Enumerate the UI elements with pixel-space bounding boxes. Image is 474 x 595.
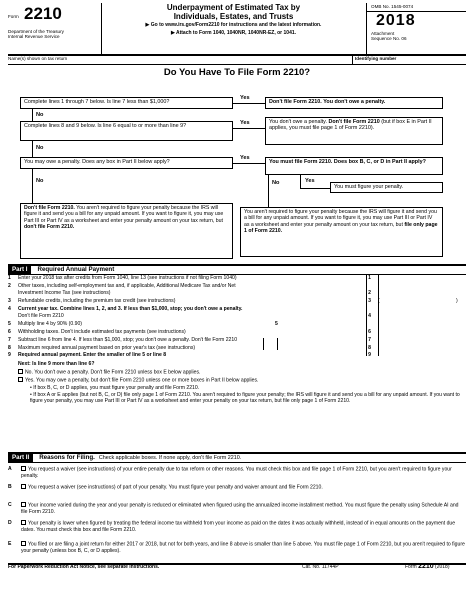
bullet-1-text: • If box B, C, or D applies, you must figure your penalty and file Form 2210. bbox=[30, 385, 200, 391]
box-d-key: D bbox=[8, 520, 12, 526]
figure-penalty-text: You must figure your penalty. bbox=[334, 184, 404, 190]
line-7-text: Subtract line 6 from line 4. If less than $1,000, stop; you don't owe a penalty. Don't file Form 2210 bbox=[18, 337, 238, 343]
option-no-checkbox[interactable] bbox=[18, 369, 23, 374]
cat-number: Cat. No. 11744P bbox=[302, 564, 339, 570]
tax-year: 2018 bbox=[376, 12, 416, 29]
next-question-text: Next: Is line 9 more than line 6? bbox=[18, 361, 95, 367]
question-1-text: Complete lines 1 through 7 below. Is line 7 less than $1,000? bbox=[24, 99, 170, 105]
title-line-1: Underpayment of Estimated Tax by bbox=[166, 3, 301, 12]
file-page1-result-box bbox=[240, 207, 443, 257]
id-label: Identifying number bbox=[355, 56, 397, 61]
part-2-title: Reasons for Filing. bbox=[39, 454, 95, 461]
dont-file-text-a: Don't file Form 2210. bbox=[24, 205, 75, 211]
line-3-text: Refundable credits, including the premium tax credit (see instructions) bbox=[18, 298, 176, 304]
question-3-text: You may owe a penalty. Does any box in Part II below apply? bbox=[24, 159, 170, 165]
question-1-box bbox=[20, 97, 233, 109]
line-9-ref: 9 bbox=[368, 352, 371, 358]
instruction-1: ▶ Go to www.irs.gov/Form2210 for instructions and the latest information. bbox=[145, 22, 322, 28]
file-page1-text-a: You aren't required to figure your penalty because the IRS will figure it and send you a bill for any unpaid amount. If you want to figure it, you may use Part III or Part IV as a worksheet and enter your penalty amount on your tax return, but bbox=[244, 209, 437, 228]
line-1-ref: 1 bbox=[368, 275, 371, 281]
box-b-checkbox[interactable] bbox=[21, 484, 26, 489]
line-8-ref: 8 bbox=[368, 345, 371, 351]
footer-form-ref bbox=[405, 564, 449, 570]
result-1-text: Don't file Form 2210. You don't owe a penalty. bbox=[269, 99, 386, 105]
omb-number: OMB No. 1545-0074 bbox=[371, 4, 414, 9]
bullet-2-text: • If box A or E applies (but not B, C, or D) file only page 1 of Form 2210. You aren't required to figure your penalty; the IRS will figure it and send you a bill for any unpaid amount. If you want to figure your penalty, you may use Part III or Part IV as a worksheet and enter your penalty on your tax return, but file only page 1 of Form 2210. bbox=[30, 392, 460, 404]
line-4-ref: 4 bbox=[368, 313, 371, 319]
line-4-num: 4 bbox=[8, 306, 11, 312]
box-b-text: You request a waiver (see instructions) of part of your penalty. You must figure your penalty and waiver amount and file Form 2210. bbox=[28, 484, 323, 491]
sequence-number: Sequence No. 06 bbox=[371, 36, 407, 41]
flowchart-title: Do You Have To File Form 2210? bbox=[163, 67, 311, 78]
form-title bbox=[101, 4, 366, 21]
b3-yes-label: Yes bbox=[305, 178, 315, 184]
dont-file-text-c: don't file Form 2210. bbox=[24, 223, 75, 230]
question-2-text: Complete lines 8 and 9 below. Is line 6 equal to or more than line 9? bbox=[24, 123, 187, 129]
part-2-header bbox=[8, 453, 241, 462]
figure-penalty-box bbox=[330, 182, 443, 193]
box-c-text: Your income varied during the year and your penalty is reduced or eliminated when figured using the annualized income installment method. You must figure the penalty using Schedule AI and file Form 2210. bbox=[21, 502, 459, 515]
box-e-text: You filed or are filing a joint return for either 2017 or 2018, but not for both years, and line 8 above is smaller than line 5 above. You must file page 1 of Form 2210, but you aren't required to figure your penalty (unless box B, C, or D applies). bbox=[21, 541, 465, 554]
paperwork-notice: For Paperwork Reduction Act Notice, see separate instructions. bbox=[8, 564, 160, 570]
line-3-ref: 3 bbox=[368, 298, 371, 304]
line-7-ref: 7 bbox=[368, 337, 371, 343]
line-5-box-num: 5 bbox=[275, 321, 278, 327]
line-8-num: 8 bbox=[8, 345, 11, 351]
footer-form-year: (2018) bbox=[433, 564, 450, 570]
box-e-checkbox[interactable] bbox=[21, 541, 26, 546]
box-e-key: E bbox=[8, 541, 12, 547]
b3-no-label: No bbox=[272, 180, 280, 186]
line-3-open-paren: ( bbox=[378, 298, 380, 304]
line-5-num: 5 bbox=[8, 321, 11, 327]
attachment-label: Attachment bbox=[371, 31, 395, 36]
box-a-key: A bbox=[8, 466, 12, 472]
line-1-num: 1 bbox=[8, 275, 11, 281]
result-3-box bbox=[265, 157, 443, 175]
part-1-header bbox=[8, 265, 114, 274]
line-1-text: Enter your 2018 tax after credits from Form 1040, line 13 (see instructions if not filing Form 1040) bbox=[18, 275, 237, 281]
box-a-text: You request a waiver (see instructions) of your entire penalty due to tax reform or other reasons. You must check this box and file page 1 of Form 2210, but you aren't required to figure your penalty. bbox=[21, 466, 452, 479]
result-2-text-c: (but if box E in Part II applies, you must file page 1 of Form 2210). bbox=[269, 119, 432, 132]
line-4-text: Current year tax. Combine lines 1, 2, and 3. If less than $1,000, stop; you don't owe a penalty. bbox=[18, 306, 243, 312]
box-d-text: Your penalty is lower when figured by treating the federal income tax withheld from your income as paid on the dates it was actually withheld, instead of in equal amounts on the payment due dates. You must check this box and file Form 2210. bbox=[21, 520, 456, 533]
box-c-checkbox[interactable] bbox=[21, 502, 26, 507]
q2-yes-label: Yes bbox=[240, 120, 250, 126]
result-2-box bbox=[265, 117, 443, 145]
question-2-box bbox=[20, 121, 233, 141]
line-9-text: Required annual payment. Enter the smaller of line 5 or line 8 bbox=[18, 352, 167, 358]
dont-file-result-box bbox=[20, 203, 233, 259]
q1-no-label: No bbox=[36, 112, 44, 118]
part-1-label: Part I bbox=[8, 265, 31, 274]
instruction-2: ▶ Attach to Form 1040, 1040NR, 1040NR-EZ, or 1041. bbox=[170, 30, 297, 36]
box-d-checkbox[interactable] bbox=[21, 520, 26, 525]
line-6-num: 6 bbox=[8, 329, 11, 335]
q2-no-label: No bbox=[36, 145, 44, 151]
box-a-checkbox[interactable] bbox=[21, 466, 26, 471]
irs-label: Internal Revenue Service bbox=[8, 34, 60, 39]
line-6-ref: 6 bbox=[368, 329, 371, 335]
title-line-2: Individuals, Estates, and Trusts bbox=[173, 11, 294, 21]
form-label: Form bbox=[8, 14, 19, 19]
file-page1-text-b: file only page 1 of Form 2210. bbox=[244, 221, 438, 234]
box-b-key: B bbox=[8, 484, 12, 490]
line-2-ref: 2 bbox=[368, 290, 371, 296]
line-5-text: Multiply line 4 by 90% (0.90) bbox=[18, 321, 82, 327]
line-2-num: 2 bbox=[8, 283, 11, 289]
line-2b-text: Investment Income Tax (see instructions) bbox=[18, 290, 111, 296]
option-yes-text: Yes. You may owe a penalty, but don't file Form 2210 unless one or more boxes in Part II below applies. bbox=[25, 377, 259, 384]
option-yes-checkbox[interactable] bbox=[18, 377, 23, 382]
line-2-text: Other taxes, including self-employment tax and, if applicable, Additional Medicare Tax and/or Net bbox=[18, 283, 236, 289]
part-2-subtitle: Check applicable boxes. If none apply, don't file Form 2210. bbox=[98, 454, 242, 461]
part-2-label: Part II bbox=[8, 453, 33, 462]
line-7-num: 7 bbox=[8, 337, 11, 343]
line-3-num: 3 bbox=[8, 298, 11, 304]
footer-form-number: 2210 bbox=[418, 563, 434, 570]
line-8-text: Maximum required annual payment based on prior year's tax (see instructions) bbox=[18, 345, 196, 351]
part-1-title: Required Annual Payment bbox=[37, 266, 115, 273]
q3-no-label: No bbox=[36, 178, 44, 184]
result-2-text-a: You don't owe a penalty. bbox=[269, 119, 329, 125]
result-3-text: You must file Form 2210. Does box B, C, or D in Part II apply? bbox=[269, 159, 426, 165]
q3-yes-label: Yes bbox=[240, 155, 250, 161]
result-2-text-b: Don't file Form 2210 bbox=[328, 119, 380, 125]
dont-file-text-b: You aren't required to figure your penalty because the IRS will figure it and send you a bill for any unpaid amount. If you want to figure it, you may use Part III or Part IV as a worksheet and enter your penalty amount on your tax return, but bbox=[24, 205, 224, 224]
form-number: 2210 bbox=[24, 4, 62, 23]
line-6-text: Withholding taxes. Don't include estimated tax payments (see instructions) bbox=[18, 329, 186, 335]
q1-yes-label: Yes bbox=[240, 95, 250, 101]
line-3-close-paren: ) bbox=[456, 298, 458, 304]
name-label: Name(s) shown on tax return bbox=[8, 56, 68, 61]
result-1-box bbox=[265, 97, 443, 109]
option-no-text: No. You don't owe a penalty. Don't file Form 2210 unless box E below applies. bbox=[25, 369, 201, 376]
line-4b-text: Don't file Form 2210 bbox=[18, 313, 64, 319]
dept-label: Department of the Treasury bbox=[8, 29, 64, 34]
box-c-key: C bbox=[8, 502, 12, 508]
line-9-num: 9 bbox=[8, 352, 11, 358]
footer-form-label: Form bbox=[405, 564, 419, 570]
question-3-box bbox=[20, 157, 233, 169]
